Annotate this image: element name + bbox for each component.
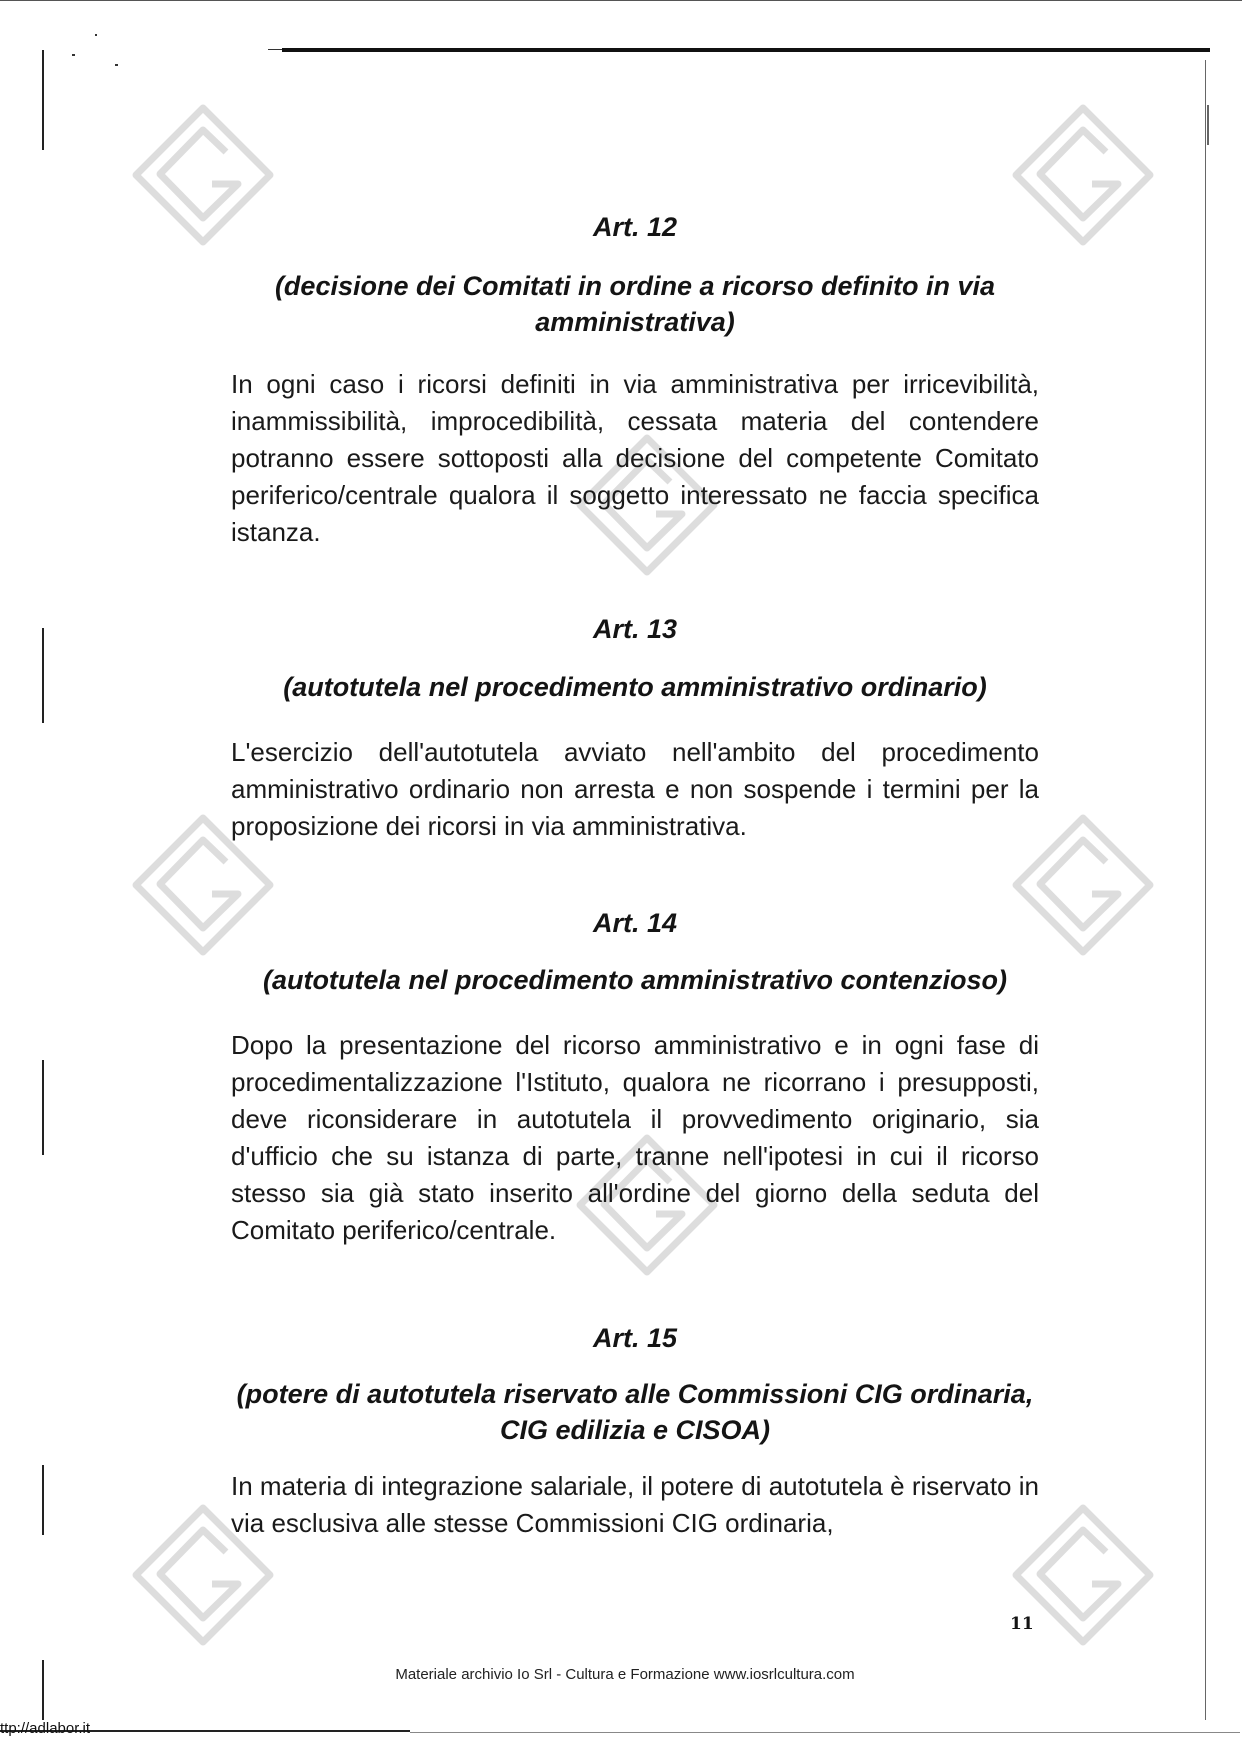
scan-edge-left-4 [42,1465,44,1535]
corner-url: ttp://adlabor.it [0,1720,91,1737]
scan-edge-left-2 [42,628,44,723]
article-12-body: In ogni caso i ricorsi definiti in via amministrativa per irricevibilità, inammissibilità, improcedibilità, cessata materia del contendere potranno essere sottoposti alla decisione del competente Comitato periferico/centrale qualora il soggetto interessato ne faccia specifica istanza. [231,369,1039,547]
page-number: 11 [1010,1614,1034,1634]
footer-note: Materiale archivio Io Srl - Cultura e Formazione www.iosrlcultura.com [395,1666,855,1683]
scan-edge-bottom-right [410,1732,1240,1733]
article-12-heading: Art. 12 [592,212,678,242]
article-12-subtitle: (decisione dei Comitati in ordine a ricorso definito in via amministrativa) [274,271,996,337]
article-13-body: L'esercizio dell'autotutela avviato nell'ambito del procedimento amministrativo ordinario non arresta e non sospende i termini per la proposizione dei ricorsi in via amministrativa. [231,737,1039,841]
scan-edge-right [1205,60,1206,1720]
scan-speck [115,64,118,66]
scan-speck [95,34,97,36]
scan-edge-left-5 [42,1660,44,1720]
header-rule-left [268,49,282,50]
article-15-heading: Art. 15 [592,1323,678,1353]
article-15-subtitle: (potere di autotutela riservato alle Commissioni CIG ordinaria, CIG edilizia e CISOA) [236,1379,1034,1445]
article-14-body: Dopo la presentazione del ricorso amministrativo e in ogni fase di procedimentalizzazione l'Istituto, qualora ne ricorrano i presupposti, deve riconsiderare in autotutela il provvedimento originario, sia d'ufficio che su istanza di parte, tranne nell'ipotesi in cui il ricorso stesso sia già stato inserito all'ordine del giorno della seduta del Comitato periferico/centrale. [231,1030,1039,1245]
article-14-heading: Art. 14 [592,908,678,938]
scan-edge-right-mark [1207,105,1209,145]
scan-edge-left-3 [42,1060,44,1155]
article-13-heading: Art. 13 [592,614,678,644]
scan-speck [72,54,75,56]
scan-edge-top [0,0,1242,1]
scan-edge-left-1 [42,50,44,150]
article-13-subtitle: (autotutela nel procedimento amministrativo ordinario) [283,672,987,702]
header-rule [282,48,1210,52]
article-14-subtitle: (autotutela nel procedimento amministrativo contenzioso) [262,965,1008,995]
article-15-body: In materia di integrazione salariale, il potere di autotutela è riservato in via esclusiva alle stesse Commissioni CIG ordinaria, [231,1471,1039,1538]
